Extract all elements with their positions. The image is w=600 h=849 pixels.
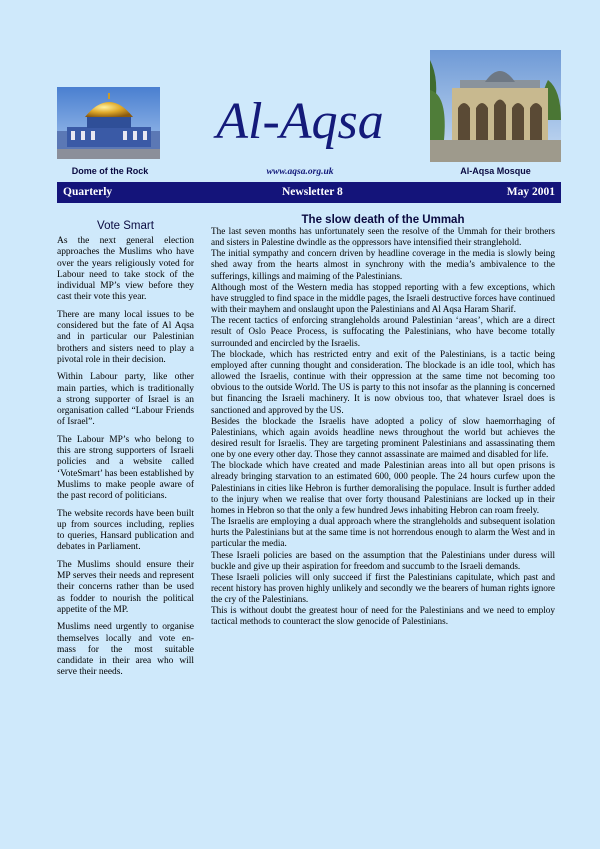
article-paragraph: The website records have been built up from sources including, replies to queries, Hansard publication and debates in Parliament. <box>57 508 194 553</box>
vote-smart-title: Vote Smart <box>97 220 154 232</box>
article-paragraph: There are many local issues to be considered but the fate of Al Aqsa and in particular our Palestinian brothers and sisters need to play a pivotal role in their decision. <box>57 309 194 365</box>
article-paragraph: As the next general election approaches the Muslims who have over the years religiously voted for Labour need to take stock of the individual MP’s view before they cast their vote this year. <box>57 236 194 303</box>
article-paragraph: The recent tactics of enforcing strangleholds around Palestinian ‘areas’, which are a direct result of Oslo Peace Process, is suffocating the Palestinians, who have become totally surrounded and encircled by the Israelis. <box>211 315 555 348</box>
al-aqsa-mosque-caption: Al-Aqsa Mosque <box>460 166 531 176</box>
article-paragraph: The Israelis are employing a dual approach where the strangleholds and subsequent isolation hurts the Palestinians but at the same time is not horrendous enough to alarm the West and in particular the media. <box>211 516 555 549</box>
website-link[interactable]: www.aqsa.org.uk <box>266 167 334 177</box>
article-paragraph: This is without doubt the greatest hour of need for the Palestinians and we need to employ tactical methods to counteract the slow genocide of Palestinians. <box>211 605 555 627</box>
article-paragraph: The Labour MP’s who belong to this are strong supporters of Israeli policies and a website called ‘VoteSmart’ has been established by Muslims to make people aware of the past record of politicians. <box>57 434 194 502</box>
article-paragraph: The Muslims should ensure their MP serves their needs and represent their concerns rather than be used as fodder to nourish the political appetite of the MP. <box>57 559 194 615</box>
article-paragraph: The last seven months has unfortunately seen the resolve of the Ummah for their brothers and sisters in Palestine dwindle as the oppressors have intensified their stranglehold. <box>211 226 555 248</box>
al-aqsa-mosque-photo <box>430 50 561 162</box>
article-paragraph: Within Labour party, like other main parties, which is traditionally a strong supporter of Israel is an organisation called “Labour Friends of Israel”. <box>57 372 194 428</box>
issue-label: Newsletter 8 <box>282 186 343 198</box>
dome-of-the-rock-photo <box>57 87 160 159</box>
article-paragraph: The blockade, which has restricted entry and exit of the Palestinians, is a tactic being employed after cunning thought and consideration. The blockade is an idle tool, which has allowed the Israelis, continue with their oppression at the same time not becoming too obvious to the outside World. The US is party to this not insofar as the planning is concerned but financing the Israeli machinery. It is now obvious too, that whatever Israel does is sanctioned and approved by the US. <box>211 348 555 415</box>
dome-of-the-rock-caption: Dome of the Rock <box>71 166 149 176</box>
newsletter-info-bar <box>57 182 561 203</box>
vote-smart-article <box>57 220 194 685</box>
article-paragraph: Although most of the Western media has stopped reporting with a few exceptions, which have struggled to find space in the middle pages, the Israeli destructive forces have continued with their mayhem and onslaught upon the Palestinians and Al Aqsa Haram Sharif. <box>211 281 555 315</box>
article-paragraph: These Israeli policies will only succeed if first the Palestinians capitulate, which past and recent history has proven highly unlikely and secondly we the bearers of human rights ignore the cry of the Palestinians. <box>211 571 555 605</box>
article-paragraph: These Israeli policies are based on the assumption that the Palestinians under duress will buckle and give up their aspiration for freedom and succumb to the Israeli demands. <box>211 549 555 571</box>
article-paragraph: The blockade which have created and made Palestinian areas into all but open prisons is already bringing starvation to an estimated 600, 000 people. The 24 hours curfew upon the Palestinians in cities like Hebron is further demoralising the populace. Insult is further added to the injury when we realise that over forty thousand Palestinians are locked up in their homes in Hebron so that the only a few hundred Jews inhabiting Hebron can roam freely. <box>211 460 555 515</box>
article-paragraph: The initial sympathy and concern driven by headline coverage in the media is slowly being shed away from the hearts almost in synchrony with the media’s ambivalence to the sufferings, killings and maiming of the Palestinians. <box>211 248 555 281</box>
masthead-title: Al-Aqsa <box>216 93 384 150</box>
slow-death-title: The slow death of the Ummah <box>301 214 465 226</box>
article-paragraph: Besides the blockade the Israelis have adopted a policy of slow haemorrhaging of Palestinians, which again avoids headline news throughout the world but achieves the desired result for Israelis. They are targeting prominent Palestinians and assassinating them one by one every other day. Those they cannot assassinate are maimed and disabled for life. <box>211 415 555 460</box>
slow-death-article <box>211 214 555 628</box>
frequency-label: Quarterly <box>63 186 113 198</box>
article-paragraph: Muslims need urgently to organise themselves locally and vote en-mass for the most suitable candidate in their area who will serve their needs. <box>57 622 194 678</box>
date-label: May 2001 <box>506 186 555 198</box>
